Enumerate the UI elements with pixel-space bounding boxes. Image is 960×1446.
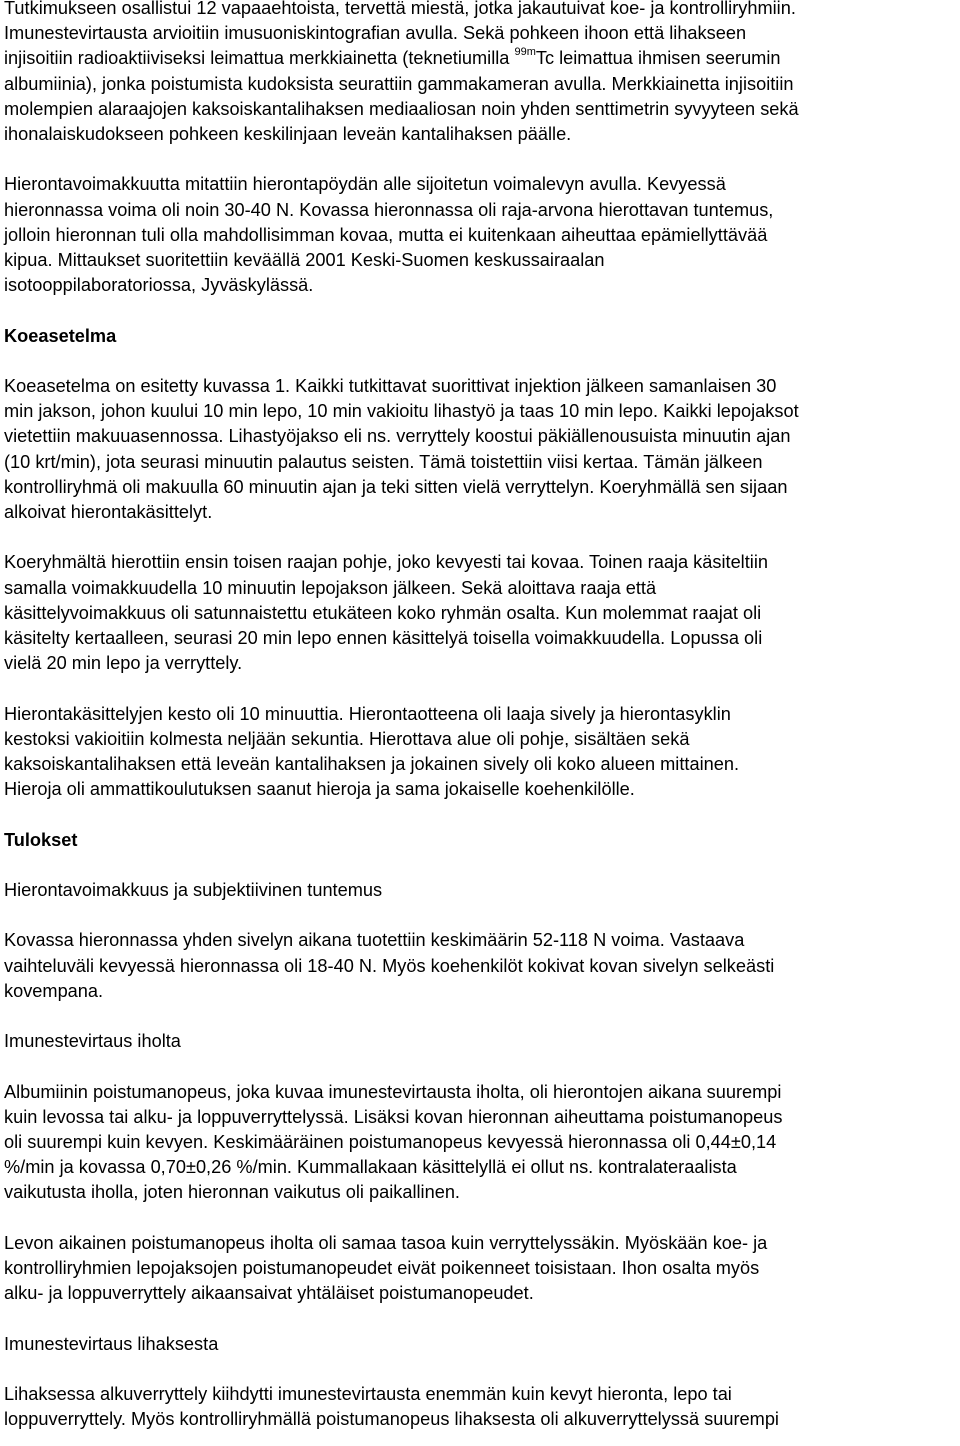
text-line: vietettiin makuuasennossa. Lihastyöjakso eli ns. verryttely koostui päkiällenousuista minuutin ajan <box>4 426 791 447</box>
force-paragraph <box>4 172 954 298</box>
text-line: käsitelty kertaalleen, seurasi 20 min lepo ennen käsittelyä toisella voimakkuudella. Lopussa oli <box>4 628 763 649</box>
subheading: Imunestevirtaus iholta <box>4 1031 181 1052</box>
text-line: %/min ja kovassa 0,70±0,26 %/min. Kummallakaan käsittelyllä ei ollut ns. kontralateraalista <box>4 1157 737 1178</box>
text-line: kuin levossa tai alku- ja loppuverryttelyssä. Lisäksi kovan hieronnan aiheuttama poistumanopeus <box>4 1106 783 1127</box>
text-line: molempien alaraajojen kaksoiskantalihaksen mediaaliosan noin yhden senttimetrin syvyyteen sekä <box>4 98 799 119</box>
text-line: Imunestevirtausta arvioitiin imusuoniskintografian avulla. Sekä pohkeen ihoon että lihakseen <box>4 23 747 44</box>
text-line: Koeryhmältä hierottiin ensin toisen raajan pohje, joko kevyesti tai kovaa. Toinen raaja käsiteltiin <box>4 552 768 573</box>
intro-paragraph <box>4 0 954 147</box>
document-body <box>4 0 954 1432</box>
text-line: (10 krt/min), jota seurasi minuutin palautus seisten. Tämä toistettiin viisi kertaa. Tämän jälkeen <box>4 451 763 472</box>
koeasetelma-paragraph-1 <box>4 374 954 525</box>
text-line: alkoivat hierontakäsittelyt. <box>4 502 213 523</box>
section-heading-tulokset: Tulokset <box>4 829 78 850</box>
text-line <box>4 46 954 71</box>
subheading: Hierontavoimakkuus ja subjektiivinen tuntemus <box>4 880 383 900</box>
text-line: Tutkimukseen osallistui 12 vapaaehtoista, tervettä miestä, jotka jakautuivat koe- ja kontrolliryhmiin. <box>4 0 796 18</box>
koeasetelma-paragraph-2 <box>4 550 954 676</box>
text-line: Albumiinin poistumanopeus, joka kuvaa imunestevirtausta iholta, oli hierontojen aikana suurempi <box>4 1081 782 1102</box>
text-line: Lihaksessa alkuverryttely kiihdytti imunestevirtausta enemmän kuin kevyt hieronta, lepo tai <box>4 1383 732 1404</box>
tulokset-paragraph-2 <box>4 1080 954 1206</box>
text-line: isotooppilaboratoriossa, Jyväskylässä. <box>4 275 314 296</box>
text-line: albumiinia), jonka poistumista kudoksista seurattiin gammakameran avulla. Merkkiainetta injisoitiin <box>4 73 794 94</box>
text-line: kestoksi vakioitiin kolmesta neljään sekuntia. Hierottava alue oli pohje, sisältäen sekä <box>4 728 690 749</box>
text-line: jolloin hieronnan tuli olla mahdollisimman kovaa, mutta ei kuitenkaan aiheuttaa epämiellyttävää <box>4 224 768 245</box>
koeasetelma-paragraph-3 <box>4 702 954 803</box>
isotope-superscript: 99m <box>514 46 536 59</box>
text-line: min jakson, johon kuului 10 min lepo, 10 min vakioitu lihastyö ja taas 10 min lepo. Kaikki lepojaksot <box>4 401 799 422</box>
text-line: oli suurempi kuin kevyen. Keskimääräinen poistumanopeus kevyessä hieronnassa oli 0,44±0,14 <box>4 1131 777 1152</box>
text-line: vaikutusta iholla, joten hieronnan vaikutus oli paikallinen. <box>4 1182 460 1203</box>
text-line: kipua. Mittaukset suoritettiin keväällä 2001 Keski-Suomen keskussairaalan <box>4 250 605 271</box>
text-line: hieronnassa voima oli noin 30-40 N. Kovassa hieronnassa oli raja-arvona hierottavan tuntemus, <box>4 199 774 220</box>
text-line: loppuverryttely. Myös kontrolliryhmällä poistumanopeus lihaksesta oli alkuverryttelyssä suurempi <box>4 1409 779 1430</box>
text-fragment: Tc leimattua ihmisen seerumin <box>535 48 781 69</box>
text-line: vielä 20 min lepo ja verryttely. <box>4 653 243 674</box>
subheading: Imunestevirtaus lihaksesta <box>4 1333 219 1354</box>
text-line: vaihteluväli kevyessä hieronnassa oli 18-40 N. Myös koehenkilöt kokivat kovan sivelyn selkeästi <box>4 955 775 976</box>
tulokset-paragraph-3 <box>4 1231 954 1307</box>
text-line: samalla voimakkuudella 10 minuutin lepojakson jälkeen. Sekä aloittava raaja että <box>4 577 657 598</box>
text-line: käsittelyvoimakkuus oli satunnaistettu etukäteen koko ryhmän osalta. Kun molemmat raajat oli <box>4 602 762 623</box>
section-heading-koeasetelma: Koeasetelma <box>4 325 117 346</box>
text-line: Hieroja oli ammattikoulutuksen saanut hieroja ja sama jokaiselle koehenkilölle. <box>4 779 635 800</box>
tulokset-paragraph-4 <box>4 1382 954 1432</box>
text-line: Hierontakäsittelyjen kesto oli 10 minuuttia. Hierontaotteena oli laaja sively ja hierontasyklin <box>4 703 731 724</box>
text-line: kontrolliryhmä oli makuulla 60 minuutin ajan ja teki sitten vielä verryttelyn. Koeryhmällä sen sijaan <box>4 476 788 497</box>
text-line: Kovassa hieronnassa yhden sivelyn aikana tuotettiin keskimäärin 52-118 N voima. Vastaava <box>4 930 745 951</box>
text-line: ihonalaiskudokseen pohkeen keskilinjaan leveän kantalihaksen päälle. <box>4 124 572 145</box>
text-line: kaksoiskantalihaksen että leveän kantalihaksen ja jokainen sively oli koko alueen mittainen. <box>4 754 740 775</box>
text-line: Hierontavoimakkuutta mitattiin hierontapöydän alle sijoitetun voimalevyn avulla. Kevyessä <box>4 174 726 195</box>
text-line: kontrolliryhmien lepojaksojen poistumanopeudet eivät poikenneet toisistaan. Ihon osalta myös <box>4 1257 760 1278</box>
text-line: kovempana. <box>4 980 104 1001</box>
tulokset-paragraph-1 <box>4 928 954 1004</box>
text-line: alku- ja loppuverryttely aikaansaivat yhtäläiset poistumanopeudet. <box>4 1283 534 1304</box>
text-line: Levon aikainen poistumanopeus iholta oli samaa tasoa kuin verryttelyssäkin. Myöskään koe- ja <box>4 1232 768 1253</box>
text-line: Koeasetelma on esitetty kuvassa 1. Kaikki tutkittavat suorittivat injektion jälkeen samanlaisen 30 <box>4 376 777 396</box>
text-fragment: injisoitiin radioaktiiviseksi leimattua merkkiainetta (teknetiumilla <box>4 48 515 69</box>
